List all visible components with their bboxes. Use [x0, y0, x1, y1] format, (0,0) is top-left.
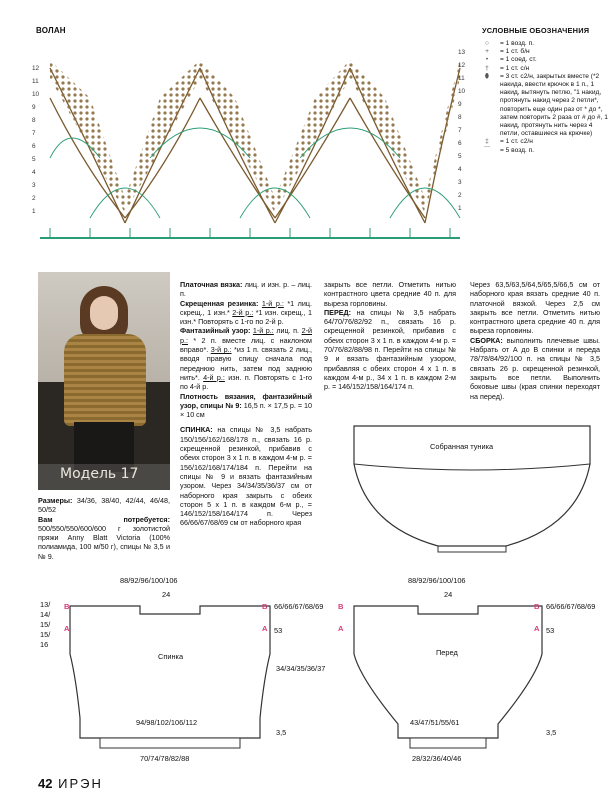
chain-icon: ○ — [485, 40, 489, 47]
back-side: 34/34/35/36/37 — [276, 664, 326, 673]
back-rib-height: 3,5 — [276, 728, 287, 737]
back-marker-a-left: A — [64, 624, 70, 633]
tunic-diagram — [346, 418, 598, 558]
back-marker-b-left: B — [64, 602, 70, 611]
dc-icon: † — [485, 64, 489, 72]
front-marker-a-right: A — [534, 624, 540, 633]
back-shoulder: 66/66/67/68/69 — [274, 602, 324, 611]
front-hem-width: 43/47/51/55/61 — [410, 718, 460, 727]
front-top-width: 88/92/96/100/106 — [408, 576, 466, 585]
page-footer — [38, 776, 103, 791]
front-armhole: 53 — [546, 626, 555, 635]
back-top-width: 88/92/96/100/106 — [120, 576, 178, 585]
instructions-col2: Платочная вязка: лиц. и изн. р. – лиц. п. Скрещенная резинка: 1-й р.: *1 лиц. скрещ., 1 изн.* 2-й р.: *1 изн. скрещ., 1 изн.* Повторять с 1-го по 2-й р. Фантазийный узор: 1-й р.: лиц. п. 2-й р.: * 2 п. вместе лиц. с наклоном вправо*. 3-й р.: *из 1 п. связать 2 лиц., вводя правую спицу сначала под переднюю нить, затем под заднюю нить*. 4-й р.: изн. п. Повторять с 1-го по 4-й р. Плотность вязания, фантазийный узор, спицы № 9: 16,5 п. × 17,5 р. = 10 × 10 см СПИНКА: на спицы № 3,5 набрать 150/156/162/168/178 п., связать 16 р. скрещенной резинкой, прибавив с обеих сторон 3 x 1 п. в каждом 4-м р. = 156/162/168/174/184 п. Перейти на спицы № 9 и вязать фантазийным узором. Через 34/34/35/36/37 см от наборного края закрыть с обеих сторон 5 x 1 п. в каждом 6-м р., = 146/152/158/164/174 п. Через 66/66/67/68/69 см от наборного края — [180, 280, 313, 528]
chain-arc-icon: ⌒ — [483, 146, 491, 154]
front-neck: 24 — [444, 590, 453, 599]
back-rib-width: 70/74/78/82/88 — [140, 754, 190, 763]
legend-item: ○ = 1 возд. п. — [478, 40, 608, 48]
instructions-col4: Через 63,5/63,5/64,5/65,5/66,5 см от наборного края вязать средние 40 п. платочной вязкой. Через 2,5 см закрыть все петли. Отметить нитью контрастного цвета средние 40 п. для выреза горловины. СБОРКА: выполнить плечевые швы. Набрать от А до В спинки и переда 78/78/84/92/100 п. на спицы № 3,5 связать 26 р. скрещенной резинкой, закрыть все петли. Выполнить боковые швы (края спинки переходят на перед). — [470, 280, 600, 401]
front-rib-height: 3,5 — [546, 728, 557, 737]
legend-title: УСЛОВНЫЕ ОБОЗНАЧЕНИЯ — [482, 26, 590, 35]
legend-item: † = 1 ст. с/н — [478, 65, 608, 73]
back-armhole: 53 — [274, 626, 283, 635]
legend — [478, 40, 608, 155]
legend-item: • = 1 соед. ст. — [478, 56, 608, 64]
cluster-icon: ⬮ — [484, 72, 490, 80]
back-marker-a-right: A — [262, 624, 268, 633]
back-hem-width: 94/98/102/106/112 — [136, 718, 198, 727]
front-marker-a-left: A — [338, 624, 344, 633]
chart-row-numbers-left: 12 11 10 9 8 7 6 5 4 3 2 1 — [32, 65, 40, 215]
model-photo — [38, 272, 170, 490]
sc-icon: + — [485, 48, 489, 56]
legend-item: ⌒ = 5 возд. п. — [478, 147, 608, 155]
back-neck: 24 — [162, 590, 171, 599]
legend-item: ⬮ = 3 ст. с2/н, закрытых вместе (*2 накида, ввести крючок в 1 п., 1 накид, вытянуть петлю, "1 накид, протянуть накид через 2 петли*, повторить еще один раз от * до *, затем повторить 2 раза от # до #, 1 накид, протянуть нить через 4 петли, оставшиеся на крючке) — [478, 73, 608, 139]
tunic-label: Собранная туника — [430, 442, 494, 451]
slip-stitch-icon: • — [485, 56, 489, 64]
tr-icon: ‡ — [485, 138, 489, 146]
page-number: 42 — [38, 776, 53, 791]
photo-caption: Модель 17 — [60, 466, 139, 482]
back-marker-b-right: B — [262, 602, 268, 611]
front-shoulder: 66/66/67/68/69 — [546, 602, 596, 611]
back-left-heights: 13/ 14/ 15/ 15/ 16 — [40, 600, 51, 649]
legend-item: + = 1 ст. б/н — [478, 48, 608, 56]
front-marker-b-right: B — [534, 602, 540, 611]
crochet-chart — [30, 38, 470, 250]
legend-item: ‡ = 1 ст. с2/н — [478, 138, 608, 146]
chart-row-numbers-right: 13 12 11 10 9 8 7 6 5 4 3 2 1 — [458, 49, 466, 212]
instructions-col3: закрыть все петли. Отметить нитью контрастного цвета средние 40 п. для выреза горловины. ПЕРЕД: на спицы № 3,5 набрать 64/70/76/82/92 п., связать 16 р. скрещенной резинкой, прибавив с обеих сторон 3 x 1 п. в каждом 4-м р. = 70/76/82/88/98 п. Перейти на спицы № 9 и вязать фантазийным узором, прибавляя с обеих сторон 4 x 1 п. в каждом 4-м р., 34 x 1 п. в каждом 2-м р. = 146/152/158/164/174 п. — [324, 280, 456, 392]
front-rib-width: 28/32/36/40/46 — [412, 754, 462, 763]
section-title: ВОЛАН — [36, 26, 66, 35]
front-label: Перед — [436, 648, 458, 657]
front-marker-b-left: B — [338, 602, 344, 611]
brand-name: ИРЭН — [58, 776, 103, 791]
sizes-materials: Размеры: 34/36, 38/40, 42/44, 46/48, 50/52 Вам потребуется: 500/550/550/600/600 г золотистой пряжи Anny Blatt Victoria (100% полиамида, 100 м/50 г), спицы № 3,5 и № 9. — [38, 496, 170, 561]
front-schematic — [348, 598, 548, 758]
back-label: Спинка — [158, 652, 184, 661]
